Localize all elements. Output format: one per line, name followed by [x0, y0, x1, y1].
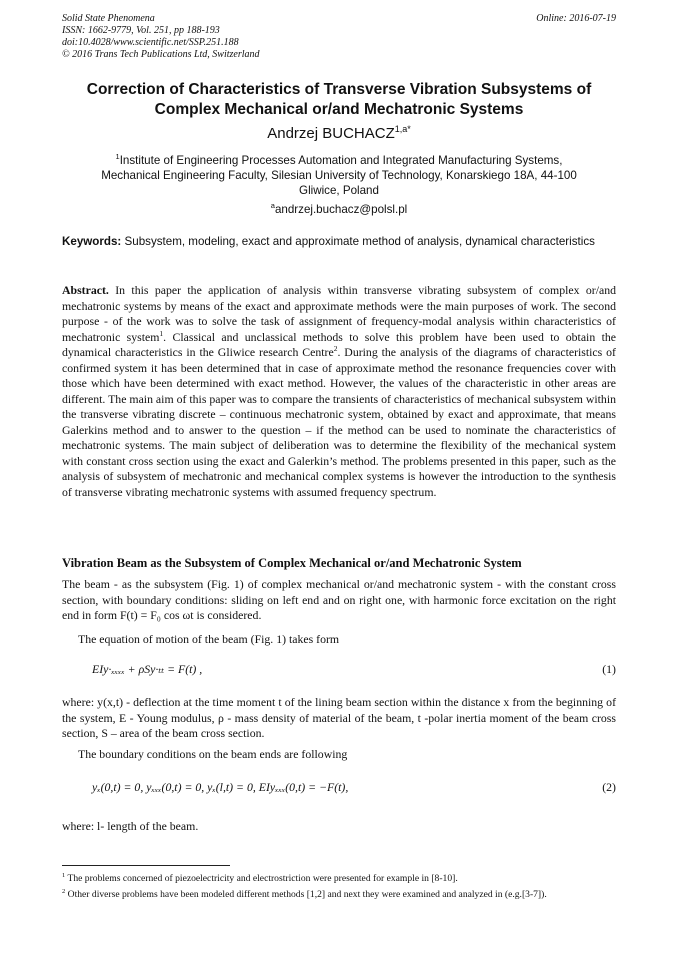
email-superscript: a — [270, 201, 275, 210]
email-address: andrzej.buchacz@polsl.pl — [274, 202, 408, 216]
footnote-1-text: The problems concerned of piezoelectricity and electrostriction were presented for example in [8-10]. — [67, 873, 458, 885]
affiliation — [70, 149, 608, 198]
equation-2: yₓ(0,t) = 0, yₓₓₓ(0,t) = 0, yₓ(l,t) = 0, EIyₓₓₓ(0,t) = −F(t), — [92, 780, 349, 794]
journal-name: Solid State Phenomena — [62, 13, 155, 24]
section-paragraph-3: where: y(x,t) - deflection at the time moment t of the lining beam section within the distance x from the beginning of the system, E - Young modulus, ρ - mass density of material of the beam, t -polar inertia moment of the beam cross section, S – area of the beam cross section. — [62, 695, 616, 740]
footnote-1 — [62, 870, 616, 885]
section-paragraph-4: The boundary conditions on the beam ends are following — [78, 747, 348, 761]
affiliation-line-2: Mechanical Engineering Faculty, Silesian University of Technology, Konarskiego 18A, 44-100 — [101, 168, 577, 182]
affiliation-line-1: Institute of Engineering Processes Automation and Integrated Manufacturing Systems, — [119, 153, 563, 167]
section-paragraph-1: The beam - as the subsystem (Fig. 1) of complex mechanical or/and mechatronic system - with the constant cross section, with boundary conditions: sliding on left end and on right one, with harmonic force excitation on the right end in form F(t) = F₀ cos ωt is considered. — [62, 577, 616, 622]
section-paragraph-2: The equation of motion of the beam (Fig. 1) takes form — [78, 632, 340, 646]
section-heading: Vibration Beam as the Subsystem of Complex Mechanical or/and Mechatronic System — [62, 556, 522, 570]
abstract-text-2: . Classical and unclassical methods to solve this problem have been used to obtain the dynamical characteristics in the Gliwice research Centre — [62, 329, 616, 359]
abstract-text-1: In this paper the application of analysis within transverse vibrating subsystem of complex or/and mechatronic systems by means of the exact and approximate methods were the main purposes of work. The second purpose - of the work was to solve the task of assignment of frequency-modal analysis within characteristics of mechatronic system — [62, 283, 617, 344]
equation-1-number: (1) — [602, 662, 616, 676]
footnote-2-marker: 2 — [62, 888, 66, 896]
paper-title — [62, 80, 616, 120]
online-date: Online: 2016-07-19 — [536, 13, 616, 24]
author — [62, 124, 616, 142]
abstract — [62, 283, 616, 500]
keywords — [62, 235, 616, 249]
affiliation-superscript: 1 — [115, 152, 120, 161]
author-email — [62, 201, 616, 216]
title-line-2: Complex Mechanical or/and Mechatronic Systems — [154, 101, 524, 118]
keywords-text: Subsystem, modeling, exact and approximate method of analysis, dynamical characteristics — [124, 235, 595, 248]
journal-doi: doi:10.4028/www.scientific.net/SSP.251.188 — [62, 37, 239, 48]
footnote-2 — [62, 886, 616, 901]
footnote-2-text: Other diverse problems have been modeled different methods [1,2] and next they were examined and analyzed in (e.g.[3-7]). — [67, 889, 547, 901]
author-name: Andrzej BUCHACZ — [267, 125, 395, 142]
abstract-label: Abstract. — [62, 283, 109, 297]
footnote-ref-2: 2 — [333, 344, 338, 354]
equation-1: EIy·ₓₓₓₓ + ρSy·ₜₜ = F(t) , — [92, 662, 203, 676]
affiliation-line-3: Gliwice, Poland — [299, 183, 379, 197]
journal-issn: ISSN: 1662-9779, Vol. 251, pp 188-193 — [62, 25, 220, 36]
author-superscript: 1,a* — [394, 124, 411, 134]
abstract-text-3: . During the analysis of the diagrams of characteristics of confirmed system it has been determined that in case of approximate method the resonance frequencies cover with those which have been determined with exact method. However, the values of the characteristic in other areas are different. The main aim of this paper was to compare the transients of characteristics of mechanical subsystem within the transverse vibrating discrete – continuous mechatronic system, obtained by exact and approximate, that means Galerkins method and to answer to the question – if the method can be used to nominate the characteristics of mechatronic systems. The main subject of deliberation was to determine the flexibility of the mechanical system with constant cross section using the exact and Galerkin’s method. The problems presented in this paper, such as the analysis of subsystem of mechatronic and mechanical complex systems is however the introduction to the synthesis of transverse vibrating mechatronic systems with assumed frequency spectrum. — [62, 345, 616, 499]
journal-copyright: © 2016 Trans Tech Publications Ltd, Switzerland — [62, 49, 260, 60]
footnote-ref-1: 1 — [159, 328, 164, 338]
section-paragraph-5: where: l- length of the beam. — [62, 819, 199, 833]
footnote-divider — [62, 865, 230, 866]
footnotes — [62, 870, 616, 902]
equation-2-number: (2) — [602, 780, 616, 794]
journal-header — [62, 13, 260, 61]
keywords-label: Keywords: — [62, 235, 122, 248]
footnote-1-marker: 1 — [62, 872, 66, 879]
title-line-1: Correction of Characteristics of Transverse Vibration Subsystems of — [86, 81, 592, 98]
